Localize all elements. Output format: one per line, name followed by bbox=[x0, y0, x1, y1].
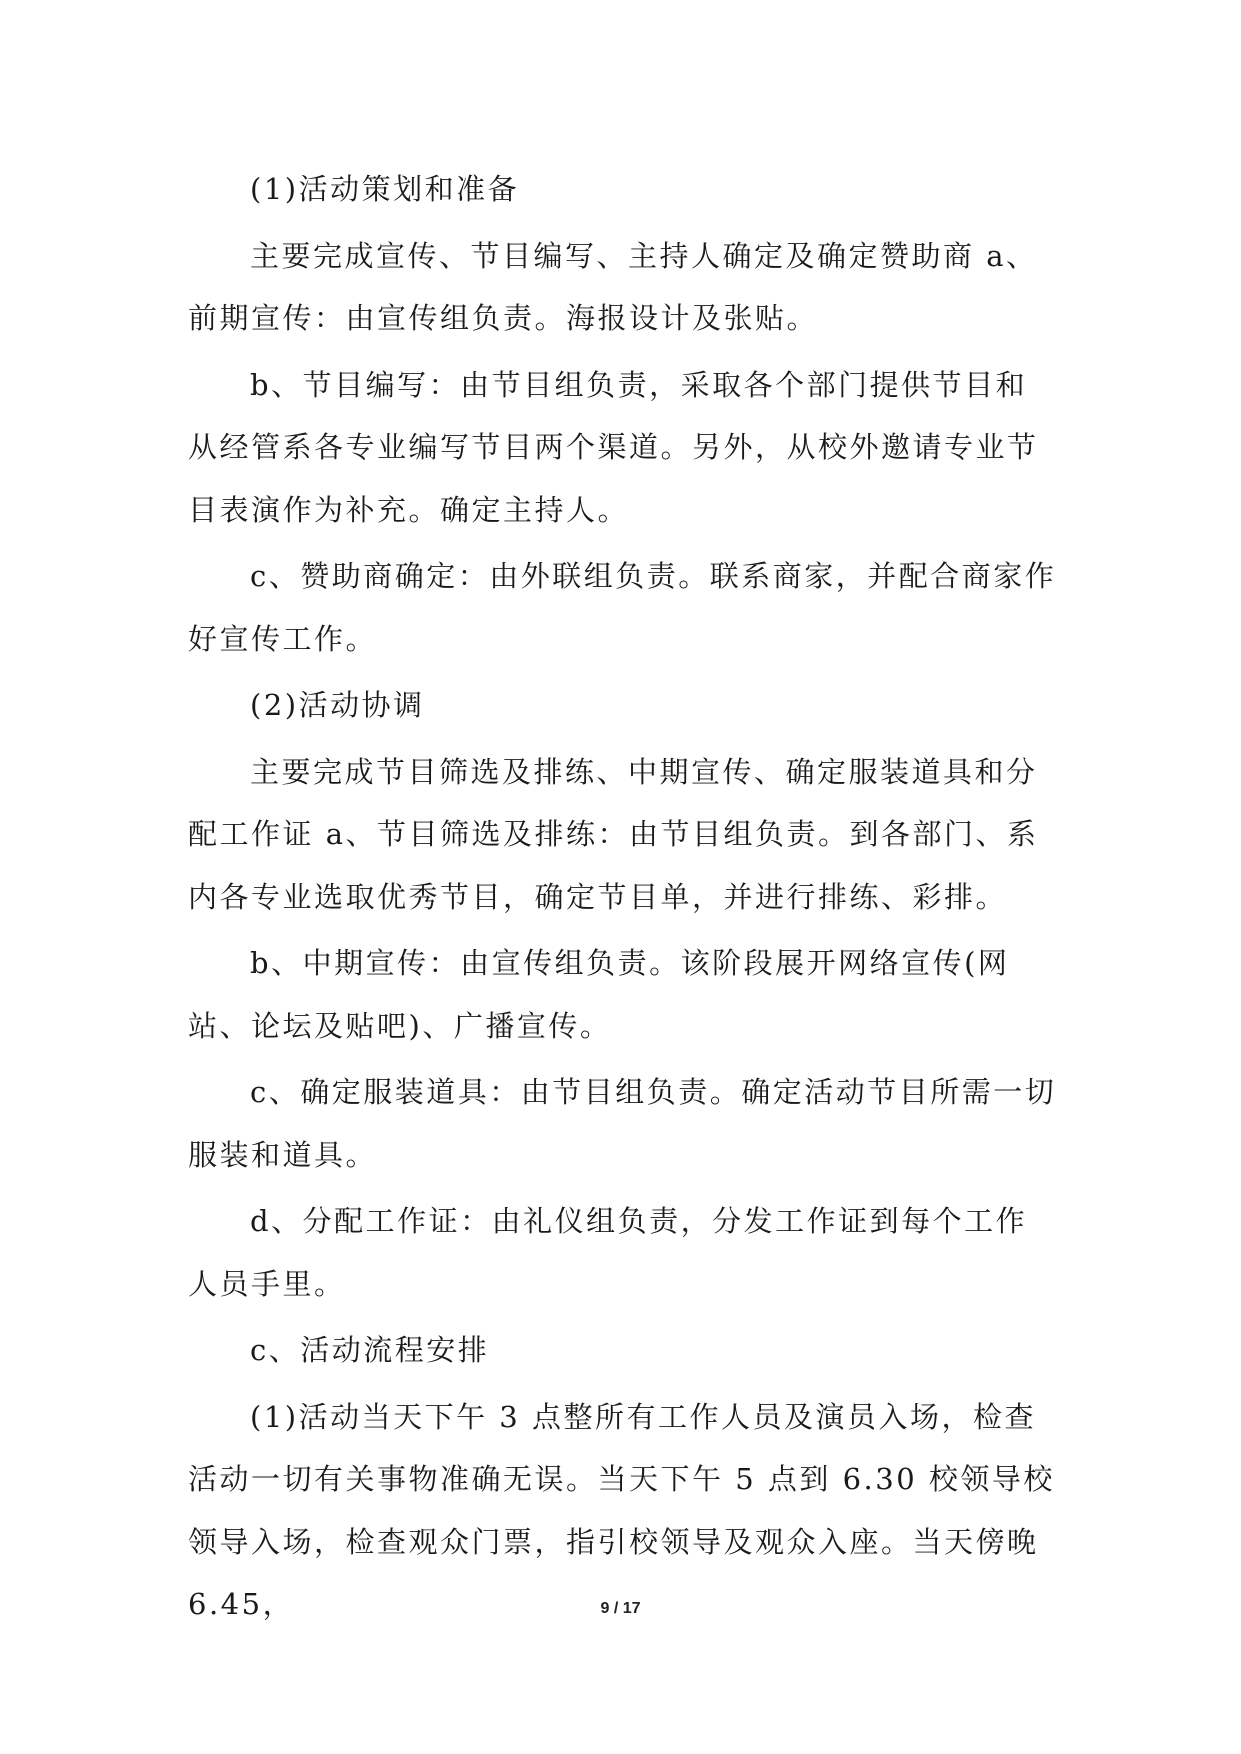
page-number: 9 / 17 bbox=[600, 1600, 641, 1617]
heading-activity-planning: (1)活动策划和准备 bbox=[250, 172, 520, 206]
paragraph-schedule-details: (1)活动当天下午 3 点整所有工作人员及演员入场，检查活动一切有关事物准确无误。当天下午 5 点到 6.30 校领导校领导入场，检查观众门票，指引校领导及观众入座。当天傍晚 6.45， bbox=[188, 1399, 1055, 1621]
document-body bbox=[188, 158, 1058, 1640]
paragraph-main-tasks: 主要完成宣传、节目编写、主持人确定及确定赞助商 a、前期宣传：由宣传组负责。海报设计及张贴。 bbox=[188, 238, 1038, 335]
heading-activity-schedule: c、活动流程安排 bbox=[250, 1333, 490, 1367]
paragraph-costumes-props: c、确定服装道具：由节目组负责。确定活动节目所需一切服装和道具。 bbox=[188, 1075, 1057, 1172]
paragraph-program-writing: b、节目编写：由节目组负责，采取各个部门提供节目和从经管系各专业编写节目两个渠道。另外，从校外邀请专业节目表演作为补充。确定主持人。 bbox=[188, 367, 1039, 527]
heading-activity-coordination: (2)活动协调 bbox=[250, 688, 425, 722]
paragraph-program-selection: 主要完成节目筛选及排练、中期宣传、确定服装道具和分配工作证 a、节目筛选及排练：由节目组负责。到各部门、系内各专业选取优秀节目，确定节目单，并进行排练、彩排。 bbox=[188, 754, 1039, 914]
paragraph-work-passes: d、分配工作证：由礼仪组负责，分发工作证到每个工作人员手里。 bbox=[188, 1204, 1028, 1301]
paragraph-sponsor: c、赞助商确定：由外联组负责。联系商家，并配合商家作好宣传工作。 bbox=[188, 559, 1057, 656]
paragraph-mid-publicity: b、中期宣传：由宣传组负责。该阶段展开网络宣传(网站、论坛及贴吧)、广播宣传。 bbox=[188, 946, 1010, 1043]
